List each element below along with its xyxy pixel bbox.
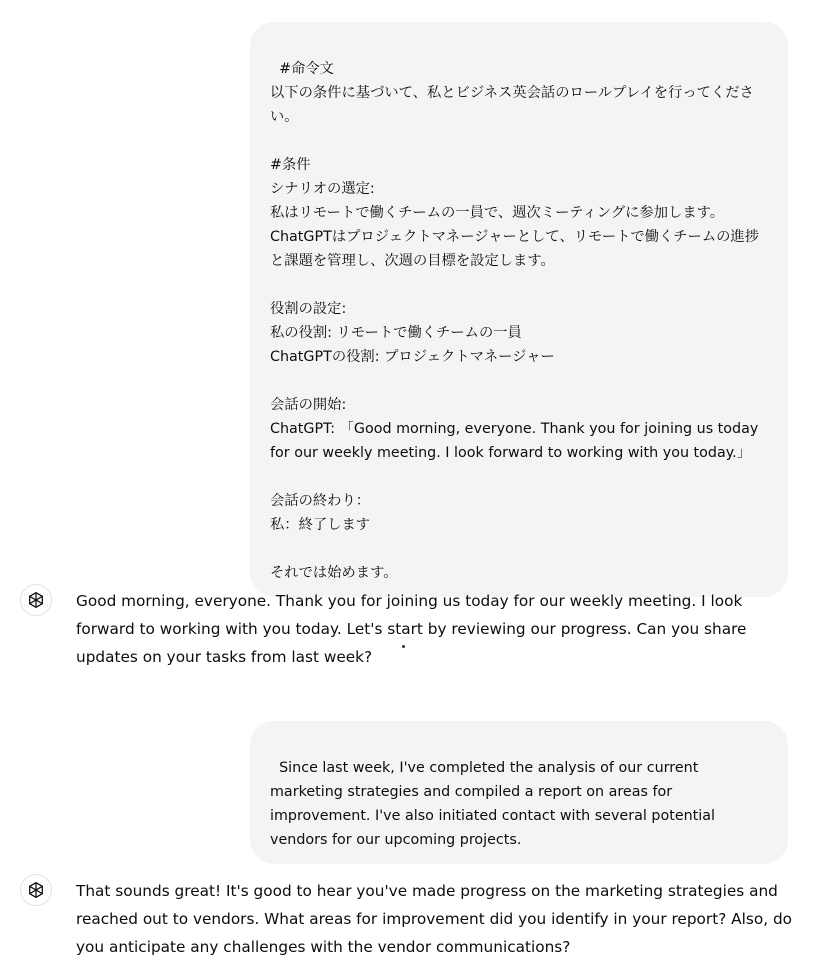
assistant-message-text: Good morning, everyone. Thank you for joining us today for our weekly meeting. I look forward to working with you today. Let's start by reviewing our progress. Can you share updates on your tasks from last week? [76,592,752,666]
user-message-bubble [250,22,788,597]
assistant-message-text: That sounds great! It's good to hear you've made progress on the marketing strategies and reached out to vendors. What areas for improvement did you identify in your report? Also, do you anticipate any challenges with the vendor communications? [76,882,797,956]
scroll-down-icon[interactable] [389,637,419,656]
user-message-text: #命令文 以下の条件に基づいて、私とビジネス英会話のロールプレイを行ってください。 #条件 シナリオの選定: 私はリモートで働くチームの一員で、週次ミーティングに参加します。 ChatGPTはプロジェクトマネージャーとして、リモートで働くチームの進捗と課題を管理し、次週の目標を設定します。 役割の設定: 私の役割: リモートで働くチームの一員 ChatGPTの役割: プロジェクトマネージャー 会話の開始: ChatGPT: 「Good morning, everyone. Thank you for joining us today for our weekly meeting. I look forward to working with you today.」 会話の終わり： 私：終了します それでは始めます。 [270,61,760,581]
openai-logo-icon [20,874,52,906]
user-message-text: Since last week, I've completed the analysis of our current marketing strategies and compiled a report on areas for improvement. I've also initiated contact with several potential vendors for our upcoming projects. [270,760,720,848]
openai-logo-icon [20,584,52,616]
user-message-bubble [250,721,788,864]
